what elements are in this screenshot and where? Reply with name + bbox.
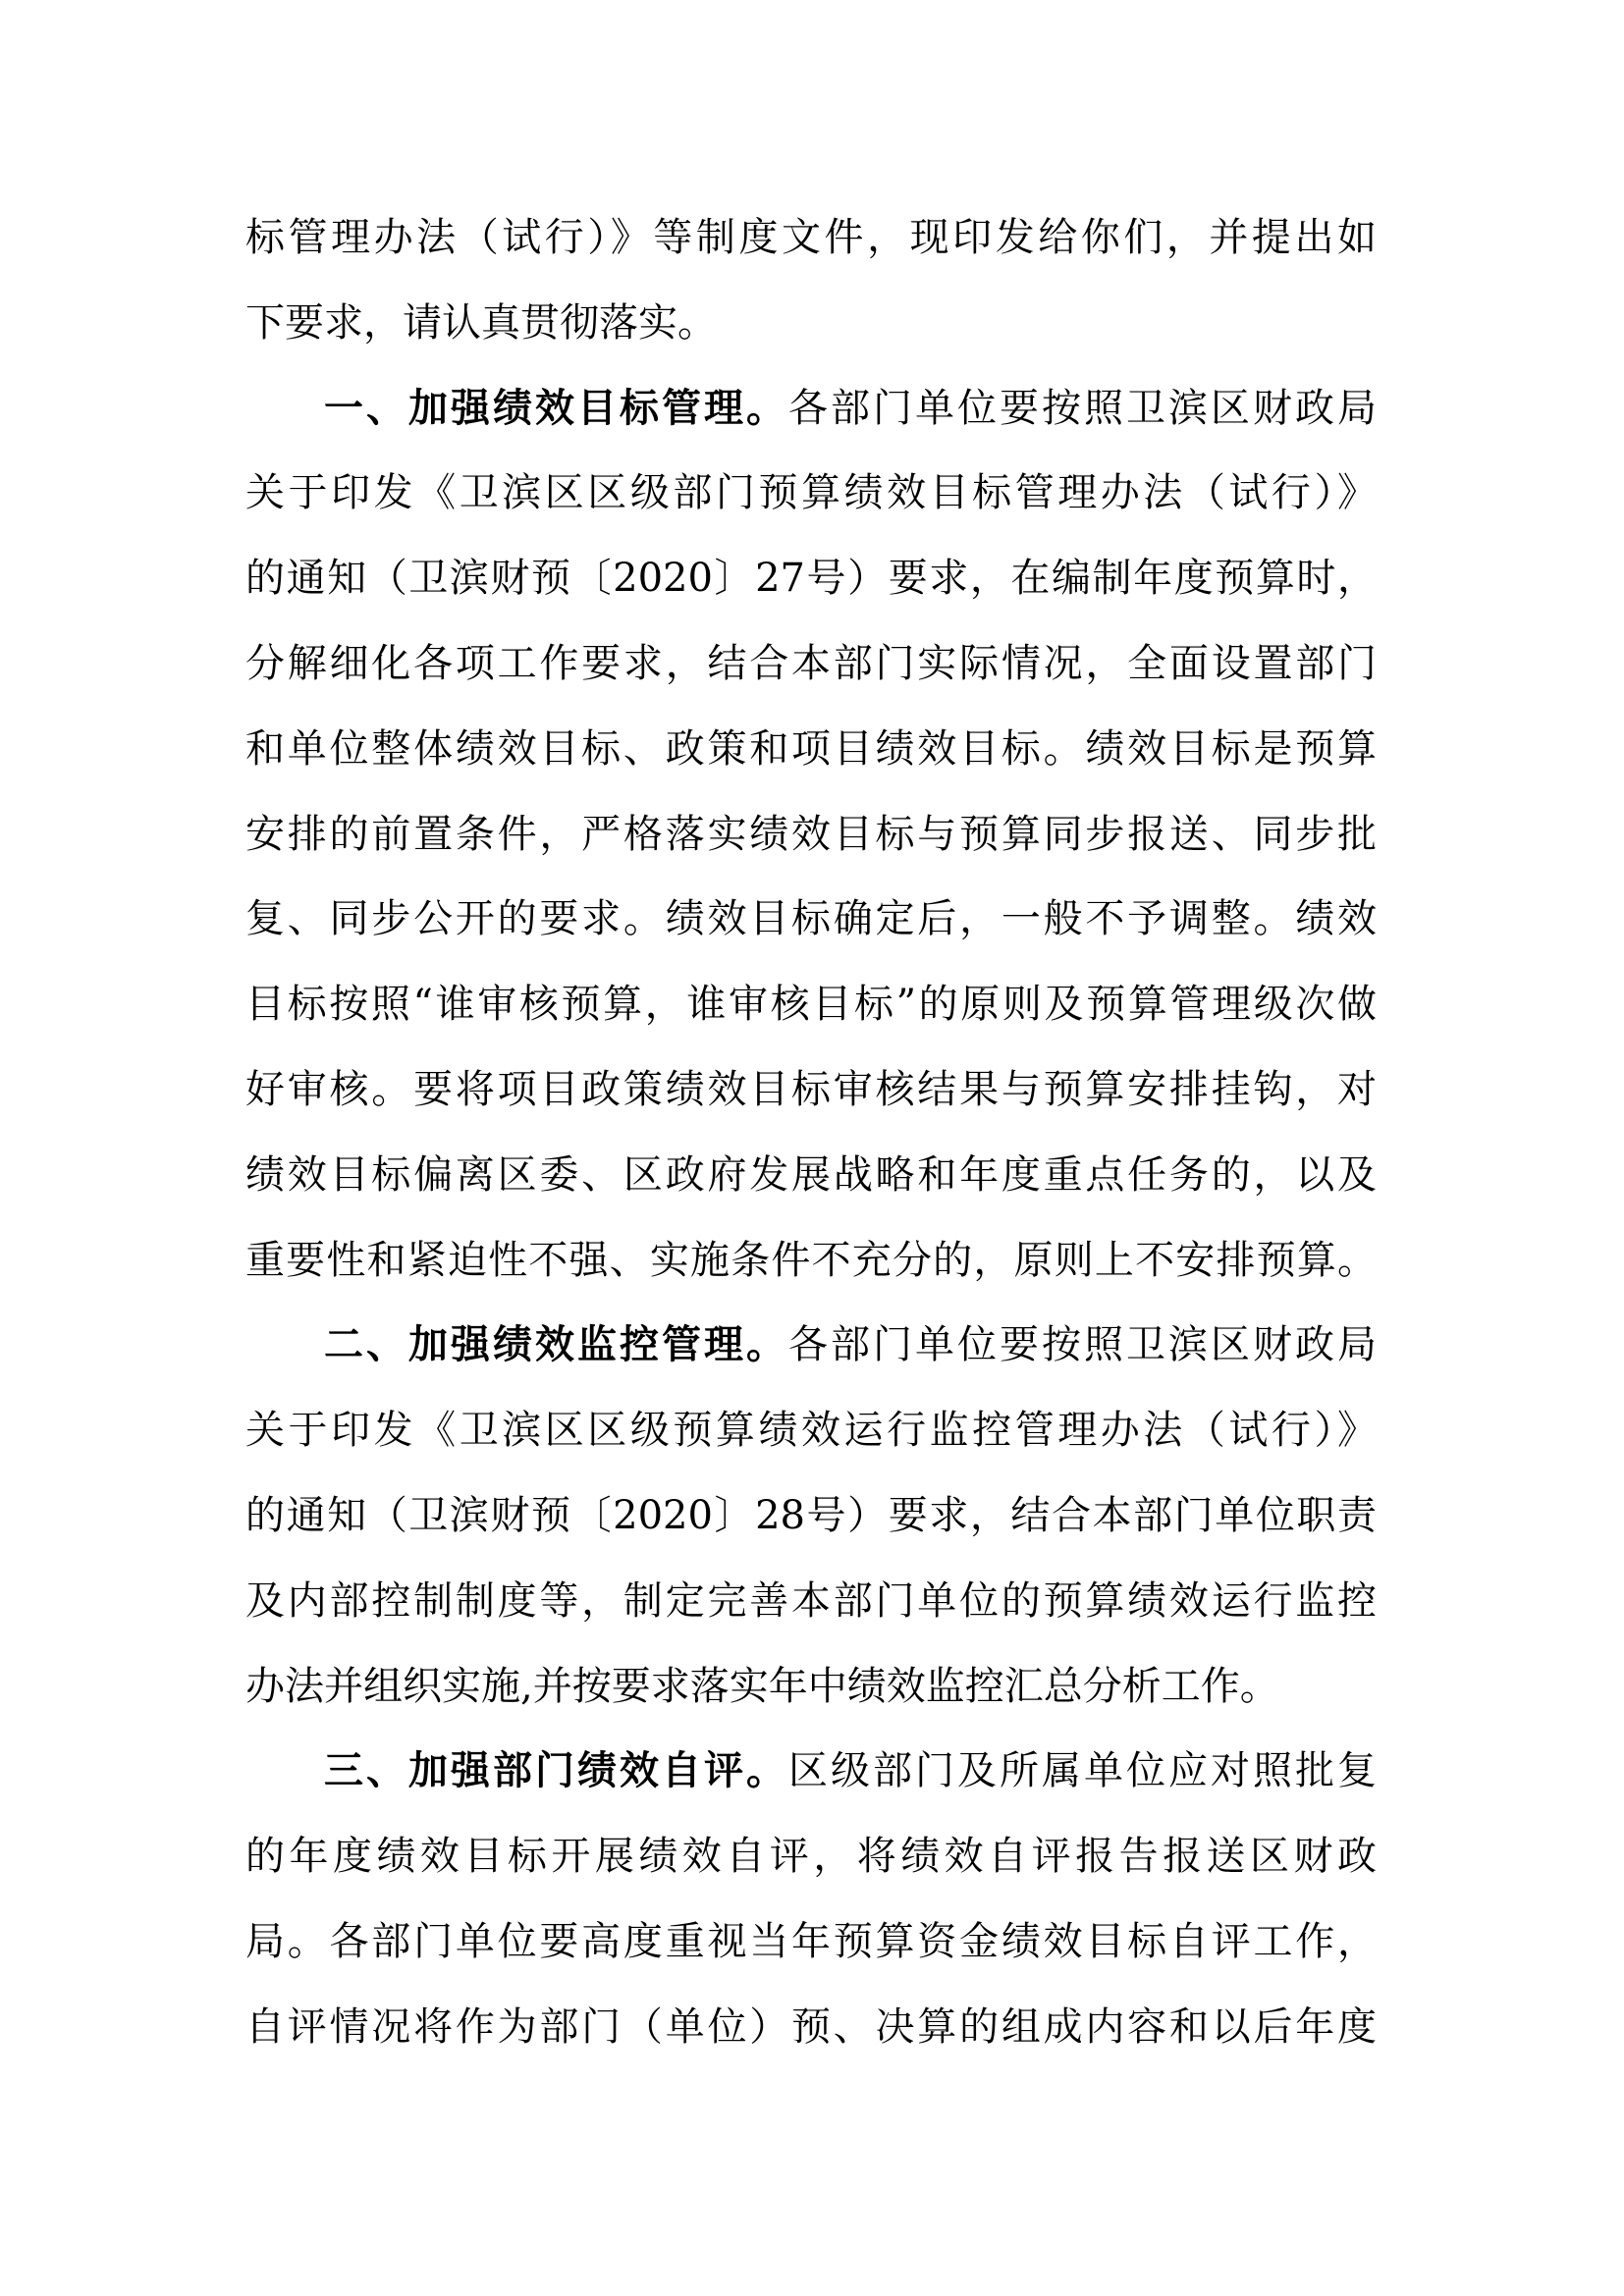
text-line <box>245 720 1377 805</box>
text-line <box>245 1486 1377 1572</box>
line-text <box>324 1741 1377 1800</box>
line-text: 关于印发《卫滨区区级预算绩效运行监控管理办法（试行）》 <box>245 1408 1377 1454</box>
text-line <box>245 1146 1377 1231</box>
line-text: 的通知（卫滨财预〔2020〕28号）要求，结合本部门单位职责 <box>245 1492 1377 1538</box>
line-text: 自评情况将作为部门（单位）预、决算的组成内容和以后年度 <box>245 2003 1377 2050</box>
section-heading: 一、加强绩效目标管理。 <box>324 385 788 431</box>
text-line <box>245 1657 1377 1742</box>
line-text: 及内部控制制度等，制定完善本部门单位的预算绩效运行监控 <box>245 1577 1377 1624</box>
text-line <box>245 208 1377 294</box>
line-text: 的通知（卫滨财预〔2020〕27号）要求，在编制年度预算时， <box>245 556 1377 602</box>
line-text: 和单位整体绩效目标、政策和项目绩效目标。绩效目标是预算 <box>245 725 1377 772</box>
text-line <box>245 549 1377 634</box>
line-text <box>324 379 1377 438</box>
line-text: 目标按照“谁审核预算，谁审核目标”的原则及预算管理级次做 <box>245 982 1377 1028</box>
section-lead-text: 各部门单位要按照卫滨区财政局 <box>788 385 1377 431</box>
line-text: 重要性和紧迫性不强、实施条件不充分的，原则上不安排预算。 <box>245 1237 1377 1283</box>
section-heading-line <box>245 1741 1377 1827</box>
line-text <box>324 1315 1377 1374</box>
text-line <box>245 975 1377 1060</box>
text-line <box>245 1572 1377 1657</box>
line-text: 下要求，请认真贯彻落实。 <box>245 299 717 346</box>
text-line <box>245 805 1377 890</box>
line-text: 办法并组织实施,并按要求落实年中绩效监控汇总分析工作。 <box>245 1663 1279 1709</box>
line-text: 局。各部门单位要高度重视当年预算资金绩效目标自评工作， <box>245 1918 1377 1964</box>
section-lead-text: 区级部门及所属单位应对照批复 <box>788 1748 1377 1794</box>
document-page <box>245 208 1377 2083</box>
text-line <box>245 1827 1377 1912</box>
text-line <box>245 1060 1377 1146</box>
line-text: 复、同步公开的要求。绩效目标确定后，一般不予调整。绩效 <box>245 896 1377 942</box>
line-text: 好审核。要将项目政策绩效目标审核结果与预算安排挂钩，对 <box>245 1066 1377 1112</box>
line-text: 分解细化各项工作要求，结合本部门实际情况，全面设置部门 <box>245 640 1377 686</box>
text-line <box>245 1998 1377 2083</box>
text-line <box>245 1231 1377 1316</box>
section-heading: 三、加强部门绩效自评。 <box>324 1748 788 1794</box>
text-line <box>245 634 1377 720</box>
section-lead-text: 各部门单位要按照卫滨区财政局 <box>788 1322 1377 1368</box>
line-text: 安排的前置条件，严格落实绩效目标与预算同步报送、同步批 <box>245 811 1377 857</box>
text-line <box>245 1912 1377 1998</box>
text-line <box>245 463 1377 549</box>
section-heading-line <box>245 1315 1377 1401</box>
line-text: 的年度绩效目标开展绩效自评，将绩效自评报告报送区财政 <box>245 1834 1377 1880</box>
section-heading-line <box>245 379 1377 464</box>
text-line <box>245 294 1377 379</box>
line-text: 标管理办法（试行）》等制度文件，现印发给你们，并提出如 <box>245 215 1377 260</box>
text-line <box>245 889 1377 975</box>
text-line <box>245 1401 1377 1486</box>
section-heading: 二、加强绩效监控管理。 <box>324 1322 788 1368</box>
line-text: 绩效目标偏离区委、区政府发展战略和年度重点任务的，以及 <box>245 1151 1377 1198</box>
line-text: 关于印发《卫滨区区级部门预算绩效目标管理办法（试行）》 <box>245 470 1377 516</box>
